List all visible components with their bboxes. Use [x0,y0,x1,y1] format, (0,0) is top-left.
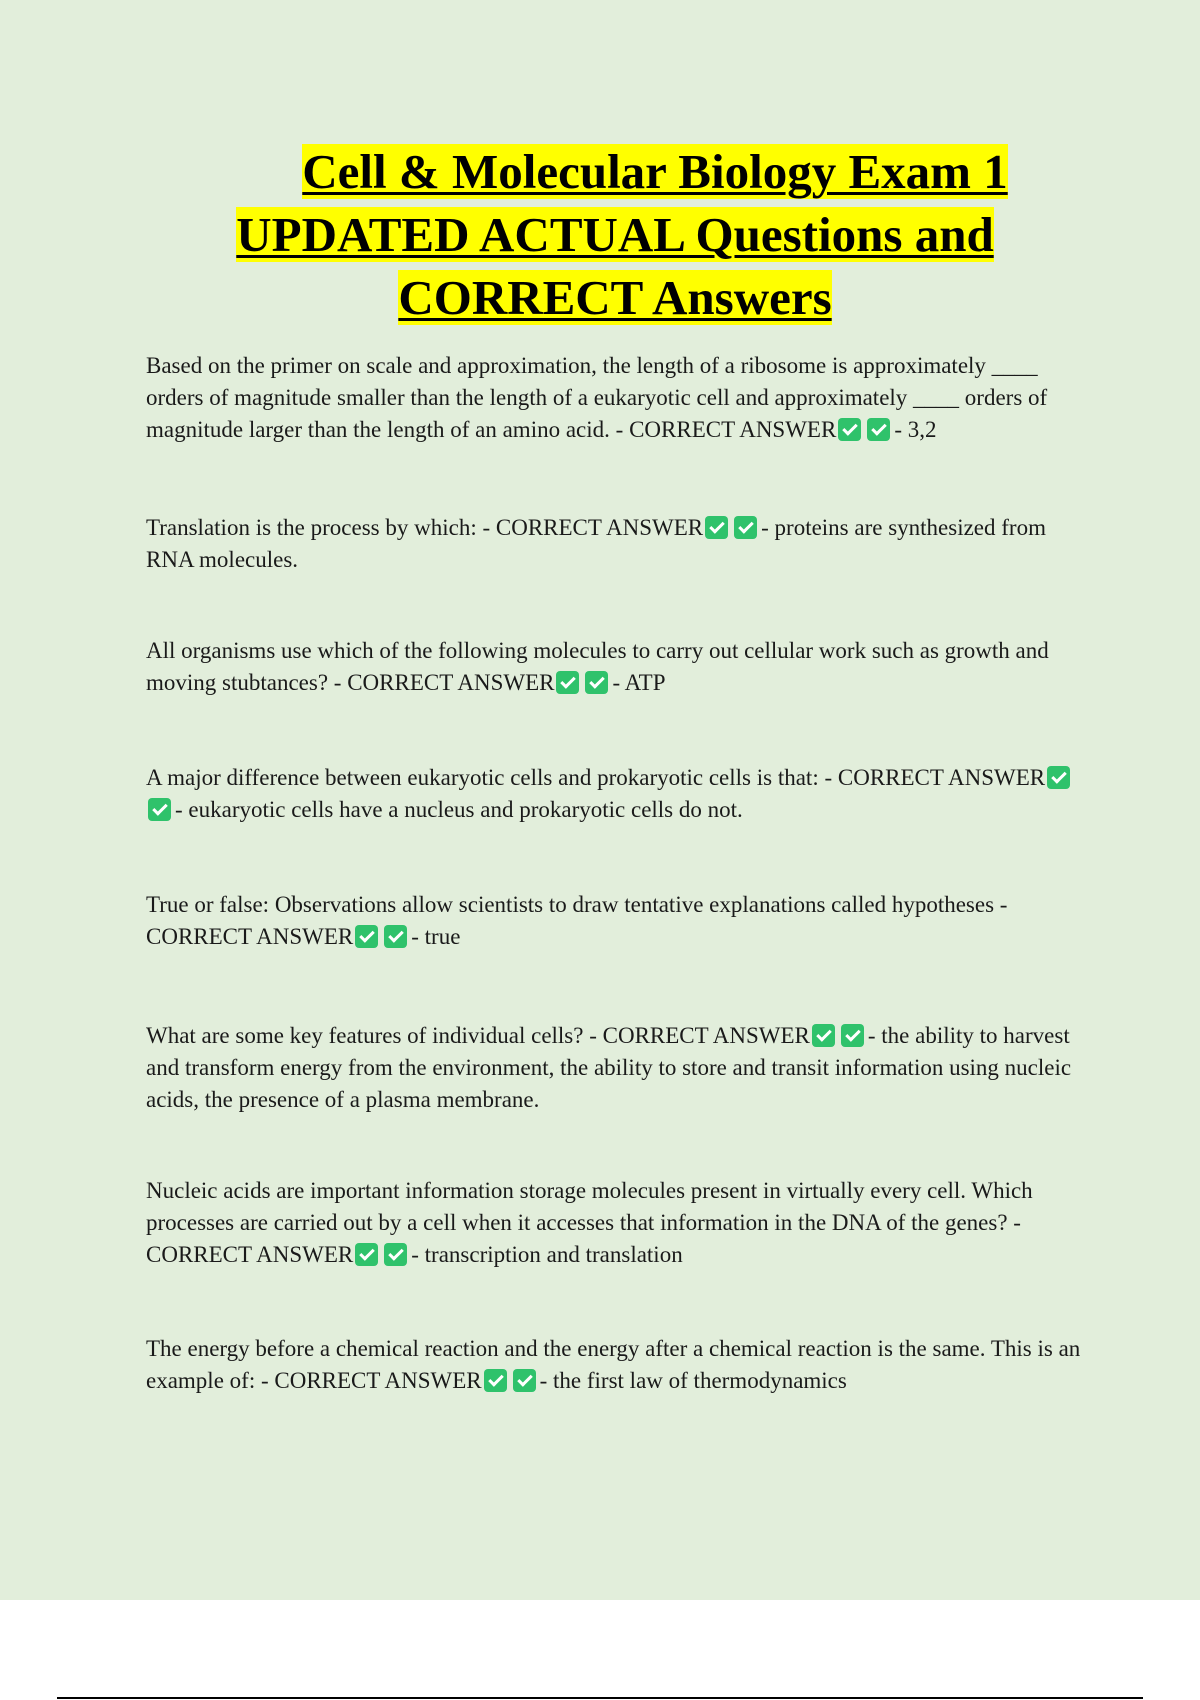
question-text: All organisms use which of the following molecules to carry out cellular work such as growth and moving stubtances? [146,638,1049,695]
correct-answer-marker: - CORRECT ANSWER [333,670,555,695]
check-icon [484,1369,507,1392]
qa-item [146,889,1096,953]
check-icon [355,925,378,948]
correct-answer-marker: - CORRECT ANSWER [146,892,1008,949]
answer-text: - ATP [612,670,666,695]
correct-answer-marker: - CORRECT ANSWER [615,417,837,442]
answer-text: - 3,2 [894,417,937,442]
question-text: The energy before a chemical reaction and the energy after a chemical reaction is the same. This is an example of: [146,1336,1081,1393]
question-text: What are some key features of individual cells? [146,1023,584,1048]
check-icon [148,798,171,821]
check-icon [734,516,757,539]
answer-text: - the ability to harvest and transform energy from the environment, the ability to store and transit information using nucleic acids, the presence of a plasma membrane. [146,1023,1072,1112]
answer-text: - true [411,924,461,949]
check-icon [812,1024,835,1047]
question-text: True or false: Observations allow scientists to draw tentative explanations called hypotheses [146,892,995,917]
check-icon [867,418,890,441]
check-icon [384,1243,407,1266]
check-icon [705,516,728,539]
question-text: Translation is the process by which: [146,515,477,540]
answer-text: - eukaryotic cells have a nucleus and prokaryotic cells do not. [175,797,743,822]
correct-answer-marker: - CORRECT ANSWER [589,1023,810,1048]
correct-answer-marker: - CORRECT ANSWER [260,1368,482,1393]
document-title [140,140,1090,329]
check-icon [513,1369,536,1392]
question-text: Nucleic acids are important information storage molecules present in virtually every cell. Which processes are carried out by a cell when it accesses that information in the DNA of the genes? [146,1178,1033,1235]
qa-item [146,635,1096,699]
title-line-2: UPDATED ACTUAL Questions and [236,207,994,262]
correct-answer-marker: - CORRECT ANSWER [482,515,704,540]
qa-item [146,1333,1096,1397]
answer-text: - transcription and translation [411,1242,683,1267]
check-icon [841,1024,864,1047]
correct-answer-marker: - CORRECT ANSWER [824,765,1046,790]
qa-item [146,762,1096,826]
check-icon [585,671,608,694]
qa-item [146,350,1096,446]
check-icon [355,1243,378,1266]
check-icon [556,671,579,694]
question-text: A major difference between eukaryotic cells and prokaryotic cells is that: [146,765,819,790]
title-line-3: CORRECT Answers [398,270,832,325]
answer-text: - proteins are synthesized from RNA molecules. [146,515,1046,572]
question-text: Based on the primer on scale and approximation, the length of a ribosome is approximately ____ orders of magnitude smaller than the length of a eukaryotic cell and approximately ____ orders of magnitude larger than the length of an amino acid. [146,353,1048,442]
check-icon [384,925,407,948]
check-icon [838,418,861,441]
answer-text: - the first law of thermodynamics [539,1368,847,1393]
correct-answer-marker: - CORRECT ANSWER [146,1210,1021,1267]
qa-item [146,512,1096,576]
qa-item [146,1020,1096,1116]
qa-item [146,1175,1096,1271]
title-line-1: Cell & Molecular Biology Exam 1 [302,144,1008,199]
bottom-divider [57,1697,1143,1699]
check-icon [1047,766,1070,789]
